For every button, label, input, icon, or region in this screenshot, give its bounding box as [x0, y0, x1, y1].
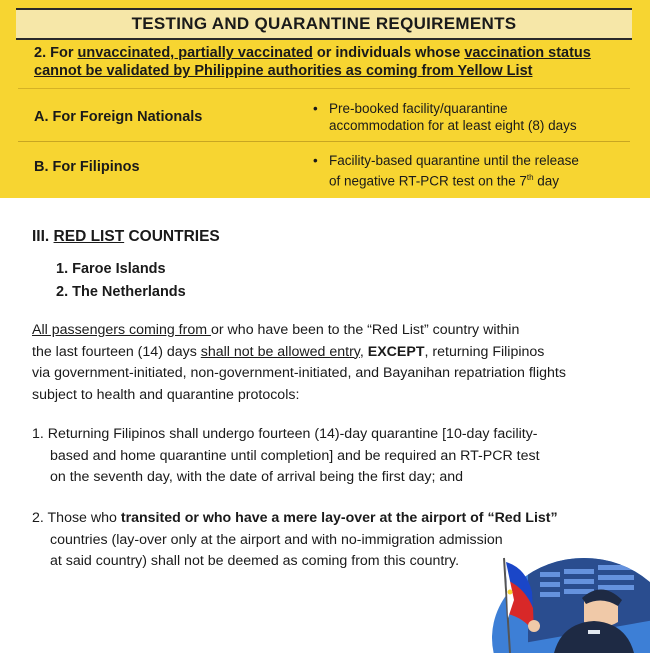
bullet-line-1: Facility-based quarantine until the release — [329, 153, 579, 168]
row-bullet — [313, 100, 629, 134]
row-filipinos — [18, 141, 630, 194]
country-item: 2. The Netherlands — [56, 284, 186, 300]
bullet-line-2-end: day — [533, 173, 560, 189]
item-line: on the seventh day, with the date of arrival being the first day; and — [50, 469, 464, 485]
para-bold-except: EXCEPT — [367, 343, 425, 360]
entry-restriction-paragraph — [32, 320, 632, 406]
subheading-underlined-2: vaccination status — [464, 45, 591, 61]
item-line: countries (lay-over only at the airport and with no-immigration admission — [50, 531, 503, 548]
bullet-icon: • — [313, 153, 318, 168]
section-title-banner — [16, 8, 632, 40]
airport-officer-illustration — [484, 540, 650, 653]
bullet-line-2: accommodation for at least eight (8) days — [329, 118, 577, 133]
item-line: 1. Returning Filipinos shall undergo fourteen (14)-day quarantine [10-day facility- — [32, 426, 538, 442]
red-list-heading — [32, 228, 220, 246]
bullet-line-1: Pre-booked facility/quarantine — [329, 101, 508, 116]
heading-numeral: III. — [32, 228, 54, 245]
heading-rest: COUNTRIES — [124, 228, 220, 245]
ordinal-superscript: th — [526, 173, 534, 182]
para-underlined-1: All passengers coming from — [32, 322, 211, 338]
para-text-1: or who have been to the “Red List” country within — [211, 322, 520, 338]
exception-item-1 — [32, 424, 632, 489]
yellow-panel — [0, 0, 650, 198]
item-text: 2. Those who — [32, 510, 121, 526]
row-label: B. For Filipinos — [34, 159, 140, 175]
item-bold-text: transited or who have a mere lay-over at the airport of “Red List” — [120, 510, 558, 526]
item-line: at said country) shall not be deemed as coming from this country. — [50, 553, 460, 569]
para-text-2: the last fourteen (14) days — [32, 343, 201, 360]
banner-title: TESTING AND QUARANTINE REQUIREMENTS — [131, 14, 517, 33]
officer-hand — [528, 620, 540, 632]
para-line-4: subject to health and quarantine protocols: — [32, 386, 300, 403]
country-item: 1. Faroe Islands — [56, 261, 166, 277]
para-text-4: , returning Filipinos — [424, 343, 545, 360]
subheading-text: or individuals whose — [312, 45, 465, 61]
row-bullet — [313, 152, 629, 190]
subheading-number: 2. For — [34, 45, 78, 61]
para-line-3: via government-initiated, non-government-initiated, and Bayanihan repatriation flights — [32, 365, 566, 381]
bullet-icon: • — [313, 101, 318, 116]
item-line: based and home quarantine until completion] and be required an RT-PCR test — [50, 447, 540, 464]
heading-underlined: RED LIST — [53, 228, 125, 245]
para-underlined-2: shall not be allowed entry — [200, 343, 360, 360]
row-label: A. For Foreign Nationals — [34, 109, 203, 125]
yellow-list-subheading — [34, 44, 634, 80]
subheading-underlined-1: unvaccinated, partially vaccinated — [77, 45, 313, 61]
row-foreign-nationals — [18, 88, 630, 141]
para-text-3: , — [359, 343, 368, 360]
bullet-line-2: of negative RT-PCR test on the 7 — [329, 173, 527, 189]
subheading-underlined-3: cannot be validated by Philippine authorities as coming from Yellow List — [34, 63, 533, 79]
